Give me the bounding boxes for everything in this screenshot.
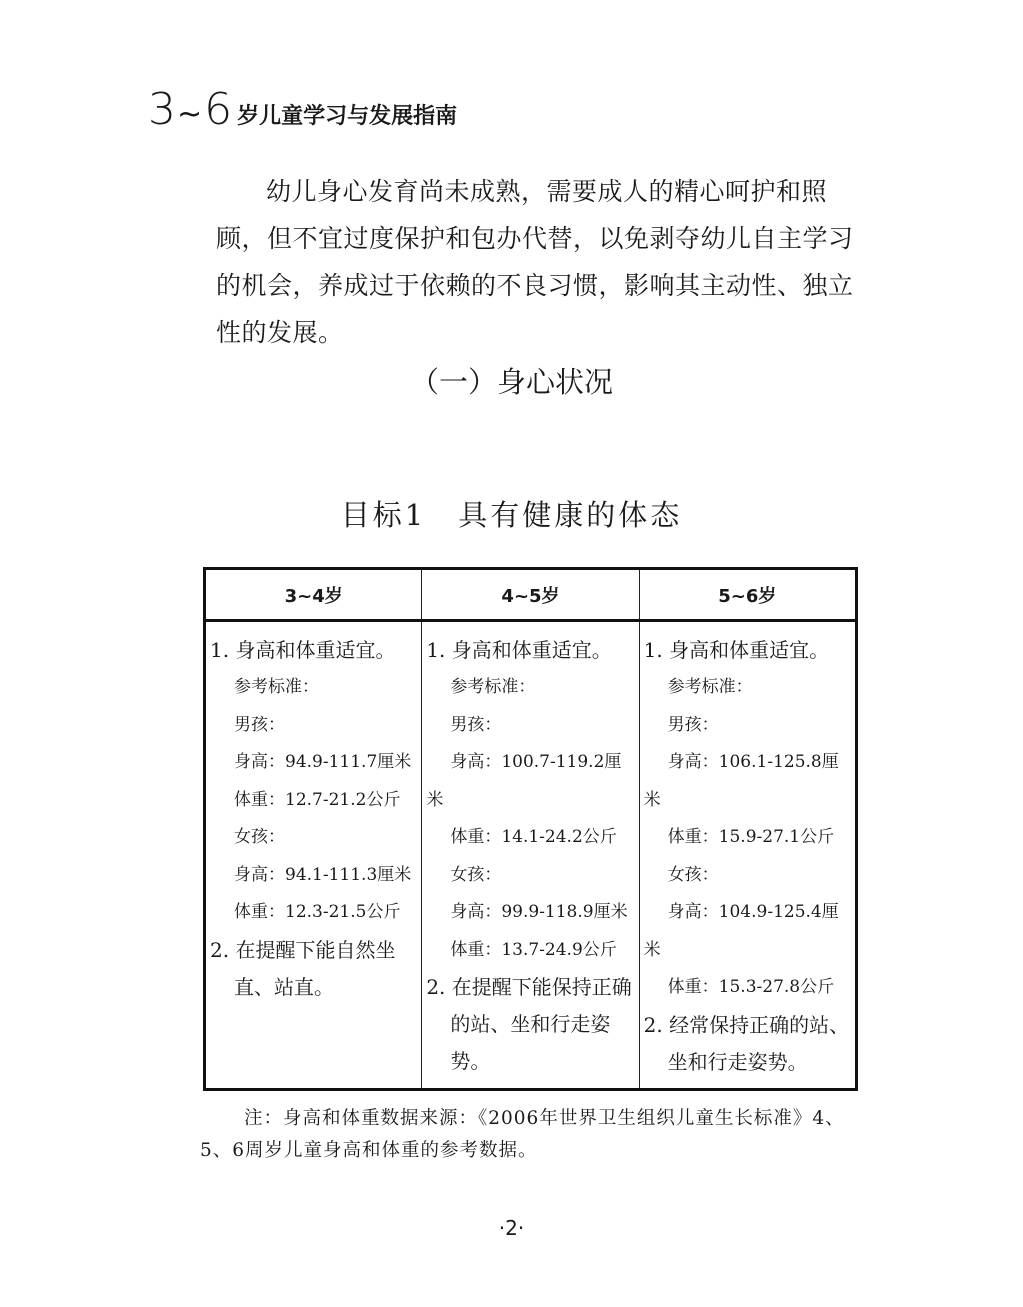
item-2-line-1: 2. 在提醒下能保持正确 — [426, 975, 632, 999]
running-header — [148, 82, 458, 135]
source-note — [200, 1103, 860, 1167]
girl-weight: 体重：12.3-21.5公斤 — [234, 902, 401, 922]
boy-label: 男孩： — [450, 714, 502, 735]
cell-age-4-5 — [422, 621, 639, 1090]
girl-weight: 体重：15.3-27.8公斤 — [667, 977, 835, 997]
table-body-row — [205, 621, 857, 1090]
header-title: 岁儿童学习与发展指南 — [237, 104, 458, 129]
girl-label: 女孩： — [667, 864, 719, 885]
header-age-4-5: 4~5岁 — [422, 569, 639, 621]
boy-weight: 体重：14.1-24.2公斤 — [450, 827, 617, 847]
header-age-5-6: 5~6岁 — [639, 569, 856, 621]
boy-label: 男孩： — [667, 714, 719, 735]
item-2-line-3: 势。 — [450, 1049, 491, 1073]
table-header-row — [205, 569, 857, 621]
intro-text: 幼儿身心发育尚未成熟，需要成人的精心呵护和照顾，但不宜过度保护和包办代替，以免剥夺幼儿自主学习的机会，养成过于依赖的不良习惯，影响其主动性、独立性的发展。 — [216, 177, 854, 347]
ref-label: 参考标准： — [667, 677, 753, 697]
ref-label: 参考标准： — [234, 677, 319, 697]
header-num-to: 6 — [204, 84, 232, 135]
goal-table — [203, 567, 858, 1091]
ref-label: 参考标准： — [450, 677, 536, 697]
page-number: ·2· — [498, 1216, 525, 1240]
girl-weight: 体重：13.7-24.9公斤 — [450, 939, 617, 960]
item-2-line-2: 的站、坐和行走姿 — [450, 1012, 611, 1036]
girl-height-wrap: 米 — [643, 939, 661, 960]
item-1: 1. 身高和体重适宜。 — [210, 638, 396, 662]
girl-height: 身高：104.9-125.4厘 — [667, 902, 839, 922]
section-title: （一）身心状况 — [409, 365, 613, 399]
girl-label: 女孩： — [450, 864, 502, 885]
goal-title: 目标1 具有健康的体态 — [340, 498, 683, 532]
cell-age-5-6 — [639, 621, 856, 1090]
header-num-from: 3 — [148, 84, 175, 135]
intro-paragraph — [216, 168, 856, 356]
cell-age-3-4 — [205, 621, 422, 1090]
header-age-3-4: 3~4岁 — [205, 569, 422, 621]
item-2-line-1: 2. 经常保持正确的站、 — [643, 1012, 850, 1037]
boy-height: 身高：106.1-125.8厘 — [667, 752, 839, 772]
boy-label: 男孩： — [234, 714, 285, 735]
boy-height: 身高：94.9-111.7厘米 — [234, 752, 412, 772]
item-2-line-2: 直、站直。 — [234, 974, 334, 999]
boy-height: 身高：100.7-119.2厘 — [450, 752, 622, 772]
girl-height: 身高：99.9-118.9厘米 — [450, 902, 628, 922]
item-1: 1. 身高和体重适宜。 — [643, 638, 830, 662]
boy-height-wrap: 米 — [426, 789, 444, 810]
item-1: 1. 身高和体重适宜。 — [426, 638, 612, 662]
girl-label: 女孩： — [234, 827, 285, 847]
source-note-text: 注：身高和体重数据来源：《2006年世界卫生组织儿童生长标准》4、5、6周岁儿童身高和体重的参考数据。 — [200, 1108, 845, 1161]
boy-weight: 体重：12.7-21.2公斤 — [234, 789, 401, 810]
item-2-line-1: 2. 在提醒下能自然坐 — [210, 937, 396, 962]
boy-height-wrap: 米 — [643, 789, 661, 810]
item-2-line-2: 坐和行走姿势。 — [667, 1049, 808, 1074]
header-tilde: ~ — [177, 97, 203, 132]
girl-height: 身高：94.1-111.3厘米 — [234, 864, 412, 885]
boy-weight: 体重：15.9-27.1公斤 — [667, 827, 835, 847]
